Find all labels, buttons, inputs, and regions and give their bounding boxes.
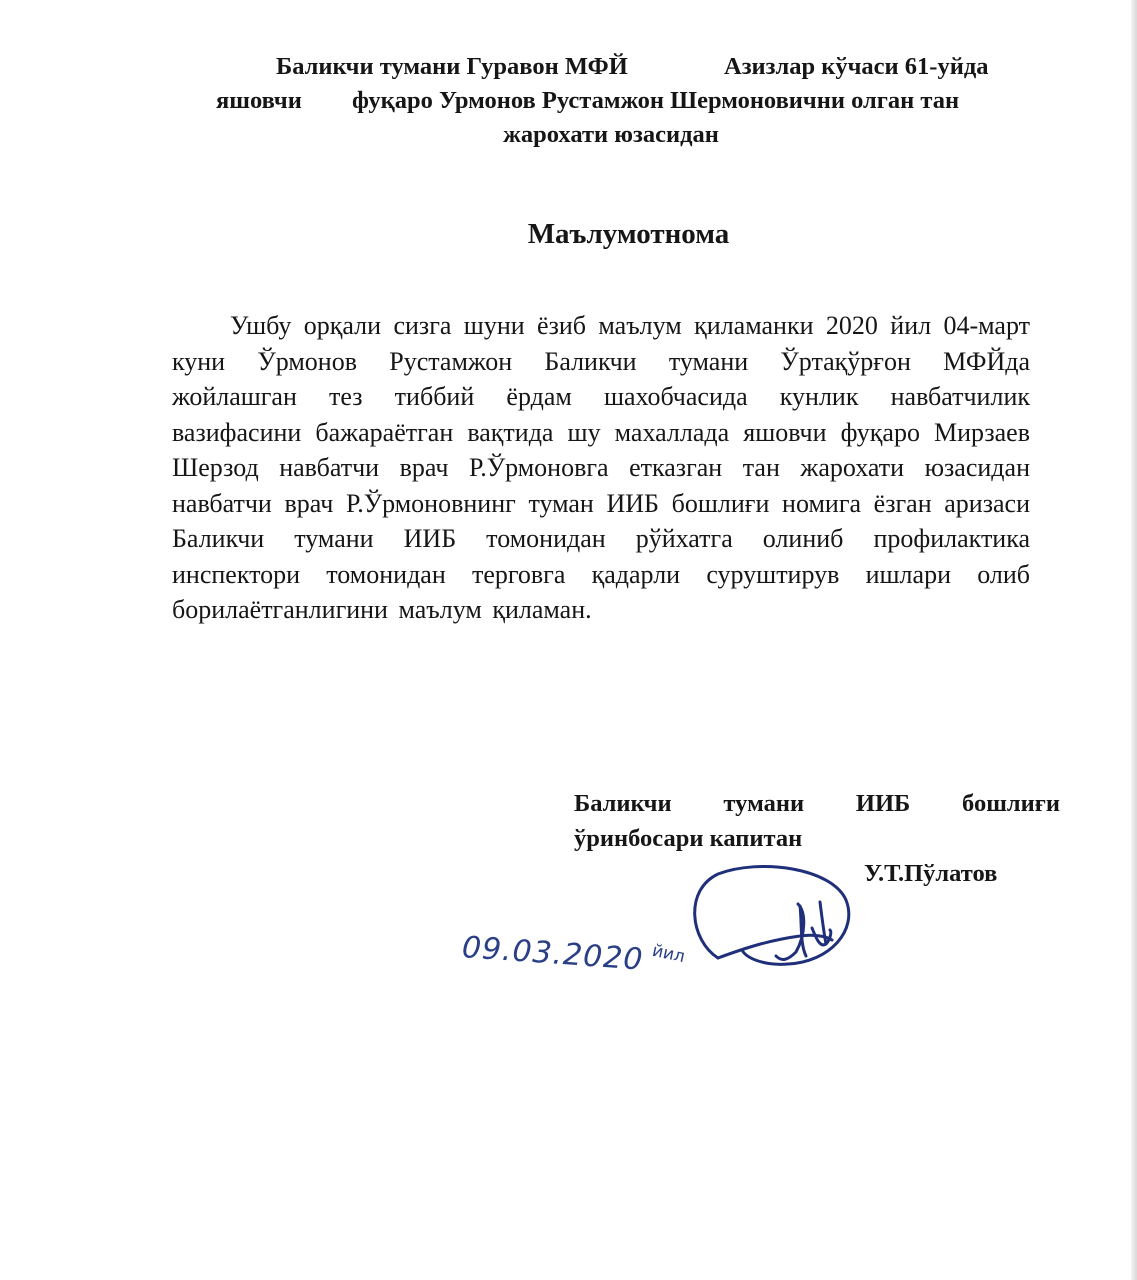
signatory-position-line2: ўринбосари капитан — [574, 825, 803, 852]
document-body: Ушбу орқали сизга шуни ёзиб маълум қиламанки 2020 йил 04-март куни Ўрмонов Рустамжон Баликчи тумани Ўртақўрғон МФЙда жойлашган тез тиббий ёрдам шахобчасида кунлик навбатчилик вазифасини бажараётган вақтида шу махаллада яшовчи фуқаро Мирзаев Шерзод навбатчи врач Р.Ўрмоновга етказган тан жарохати юзасидан навбатчи врач Р.Ўрмоновнинг туман ИИБ бошлиғи номига ёзган аризаси Баликчи тумани ИИБ томонидан рўйхатга олиниб профилактика инспектори томонидан терговга қадарли суруштирув ишлари олиб борилаётганлигини маълум қиламан. — [172, 311, 1030, 624]
header-line2-left: яшовчи — [216, 87, 302, 114]
header-line2-right: фуқаро Урмонов Рустамжон Шермоновични олган тан — [352, 87, 960, 114]
signatory-name: У.Т.Пўлатов — [864, 860, 998, 887]
header-line1-right: Азизлар кўчаси 61-уйда — [724, 53, 989, 80]
document-title: Маълумотнома — [527, 218, 730, 250]
handwritten-date-suffix: йил — [650, 940, 687, 968]
header-line1-left: Баликчи тумани Гуравон МФЙ — [276, 53, 628, 80]
header-line3: жарохати юзасидан — [503, 121, 719, 148]
handwritten-date: 09.03.2020 — [460, 930, 645, 978]
signatory-position-line1: Баликчи тумани ИИБ бошлиғи — [574, 790, 1060, 817]
